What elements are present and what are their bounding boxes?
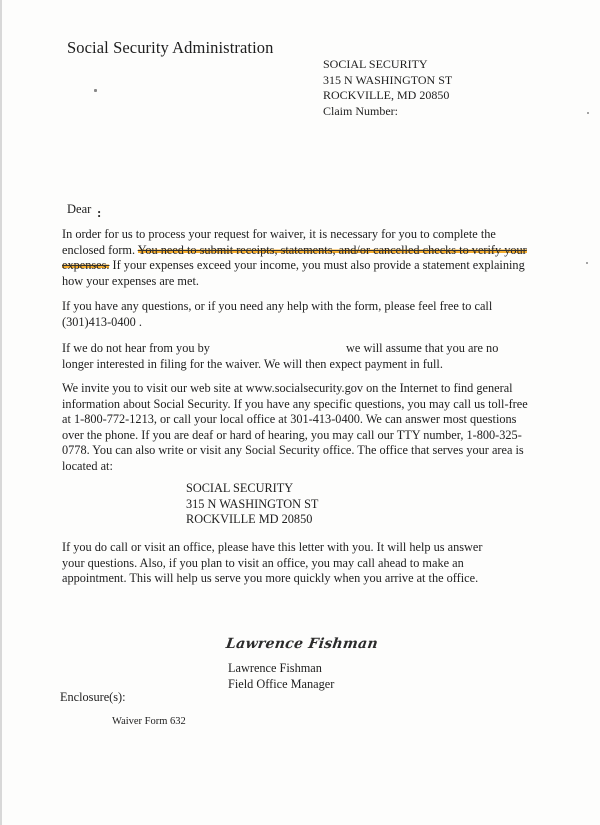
signer-title: Field Office Manager xyxy=(228,676,335,691)
signer-block xyxy=(228,661,334,692)
paragraph-form-request xyxy=(62,227,532,289)
scan-speck xyxy=(586,262,588,264)
agency-heading: Social Security Administration xyxy=(67,38,274,57)
address-line: ROCKVILLE, MD 20850 xyxy=(323,88,450,102)
signer-name: Lawrence Fishman xyxy=(228,661,322,675)
scan-edge xyxy=(0,0,2,825)
salutation-mark: : xyxy=(97,205,102,220)
enclosure-label: Enclosure(s): xyxy=(60,690,126,704)
signature-script: Lawrence Fishman xyxy=(224,636,380,652)
claim-number-label: Claim Number: xyxy=(323,103,398,118)
paragraph-deadline xyxy=(62,341,532,372)
return-address xyxy=(323,57,452,119)
address-line: SOCIAL SECURITY xyxy=(323,57,428,71)
paragraph-visit-office: If you do call or visit an office, please have this letter with you. It will help us answer your questions. Also, if you plan to visit an office, you may call ahead to make an appointment. This will help us serve you more quickly when you arrive at the office. xyxy=(62,540,483,586)
highlighted-text: You need to submit receipts, statements, and/or cancelled checks to verify your expenses. xyxy=(62,242,527,273)
address-line: 315 N WASHINGTON ST xyxy=(323,72,453,87)
paragraph-text: If your expenses exceed your income, you must also provide a statement explaining how your expenses are met. xyxy=(62,258,525,288)
scan-speck xyxy=(94,89,97,92)
office-address-line: SOCIAL SECURITY xyxy=(186,481,294,495)
scan-speck xyxy=(587,112,589,114)
salutation: Dear xyxy=(67,202,92,216)
paragraph-text: In order for us to process your request for waiver, it is necessary for you to complete the enclosed form. xyxy=(62,227,496,257)
paragraph-text: If we do not hear from you by xyxy=(62,341,210,355)
signature xyxy=(226,636,378,652)
office-address-line: ROCKVILLE MD 20850 xyxy=(186,512,313,527)
office-address-line: 315 N WASHINGTON ST xyxy=(186,496,319,511)
paragraph-contact-info: We invite you to visit our web site at www.socialsecurity.gov on the Internet to find general information about Social Security. If you have any specific questions, you may call us toll-free at 1-800-772-1213, or call your local office at 301-413-0400. We can answer most questions over the phone. If you are deaf or hard of hearing, you may call our TTY number, 1-800-325-0778. You can also write or visit any Social Security office. The office that serves your area is located at: xyxy=(62,381,528,473)
office-address xyxy=(186,481,318,528)
enclosure-item: Waiver Form 632 xyxy=(112,716,186,727)
paragraph-questions: If you have any questions, or if you need any help with the form, please feel free to call (301)413-0400 . xyxy=(62,299,493,329)
paragraph-text: we will assume that you are no longer interested in filing for the waiver. We will then expect payment in full. xyxy=(62,341,499,371)
